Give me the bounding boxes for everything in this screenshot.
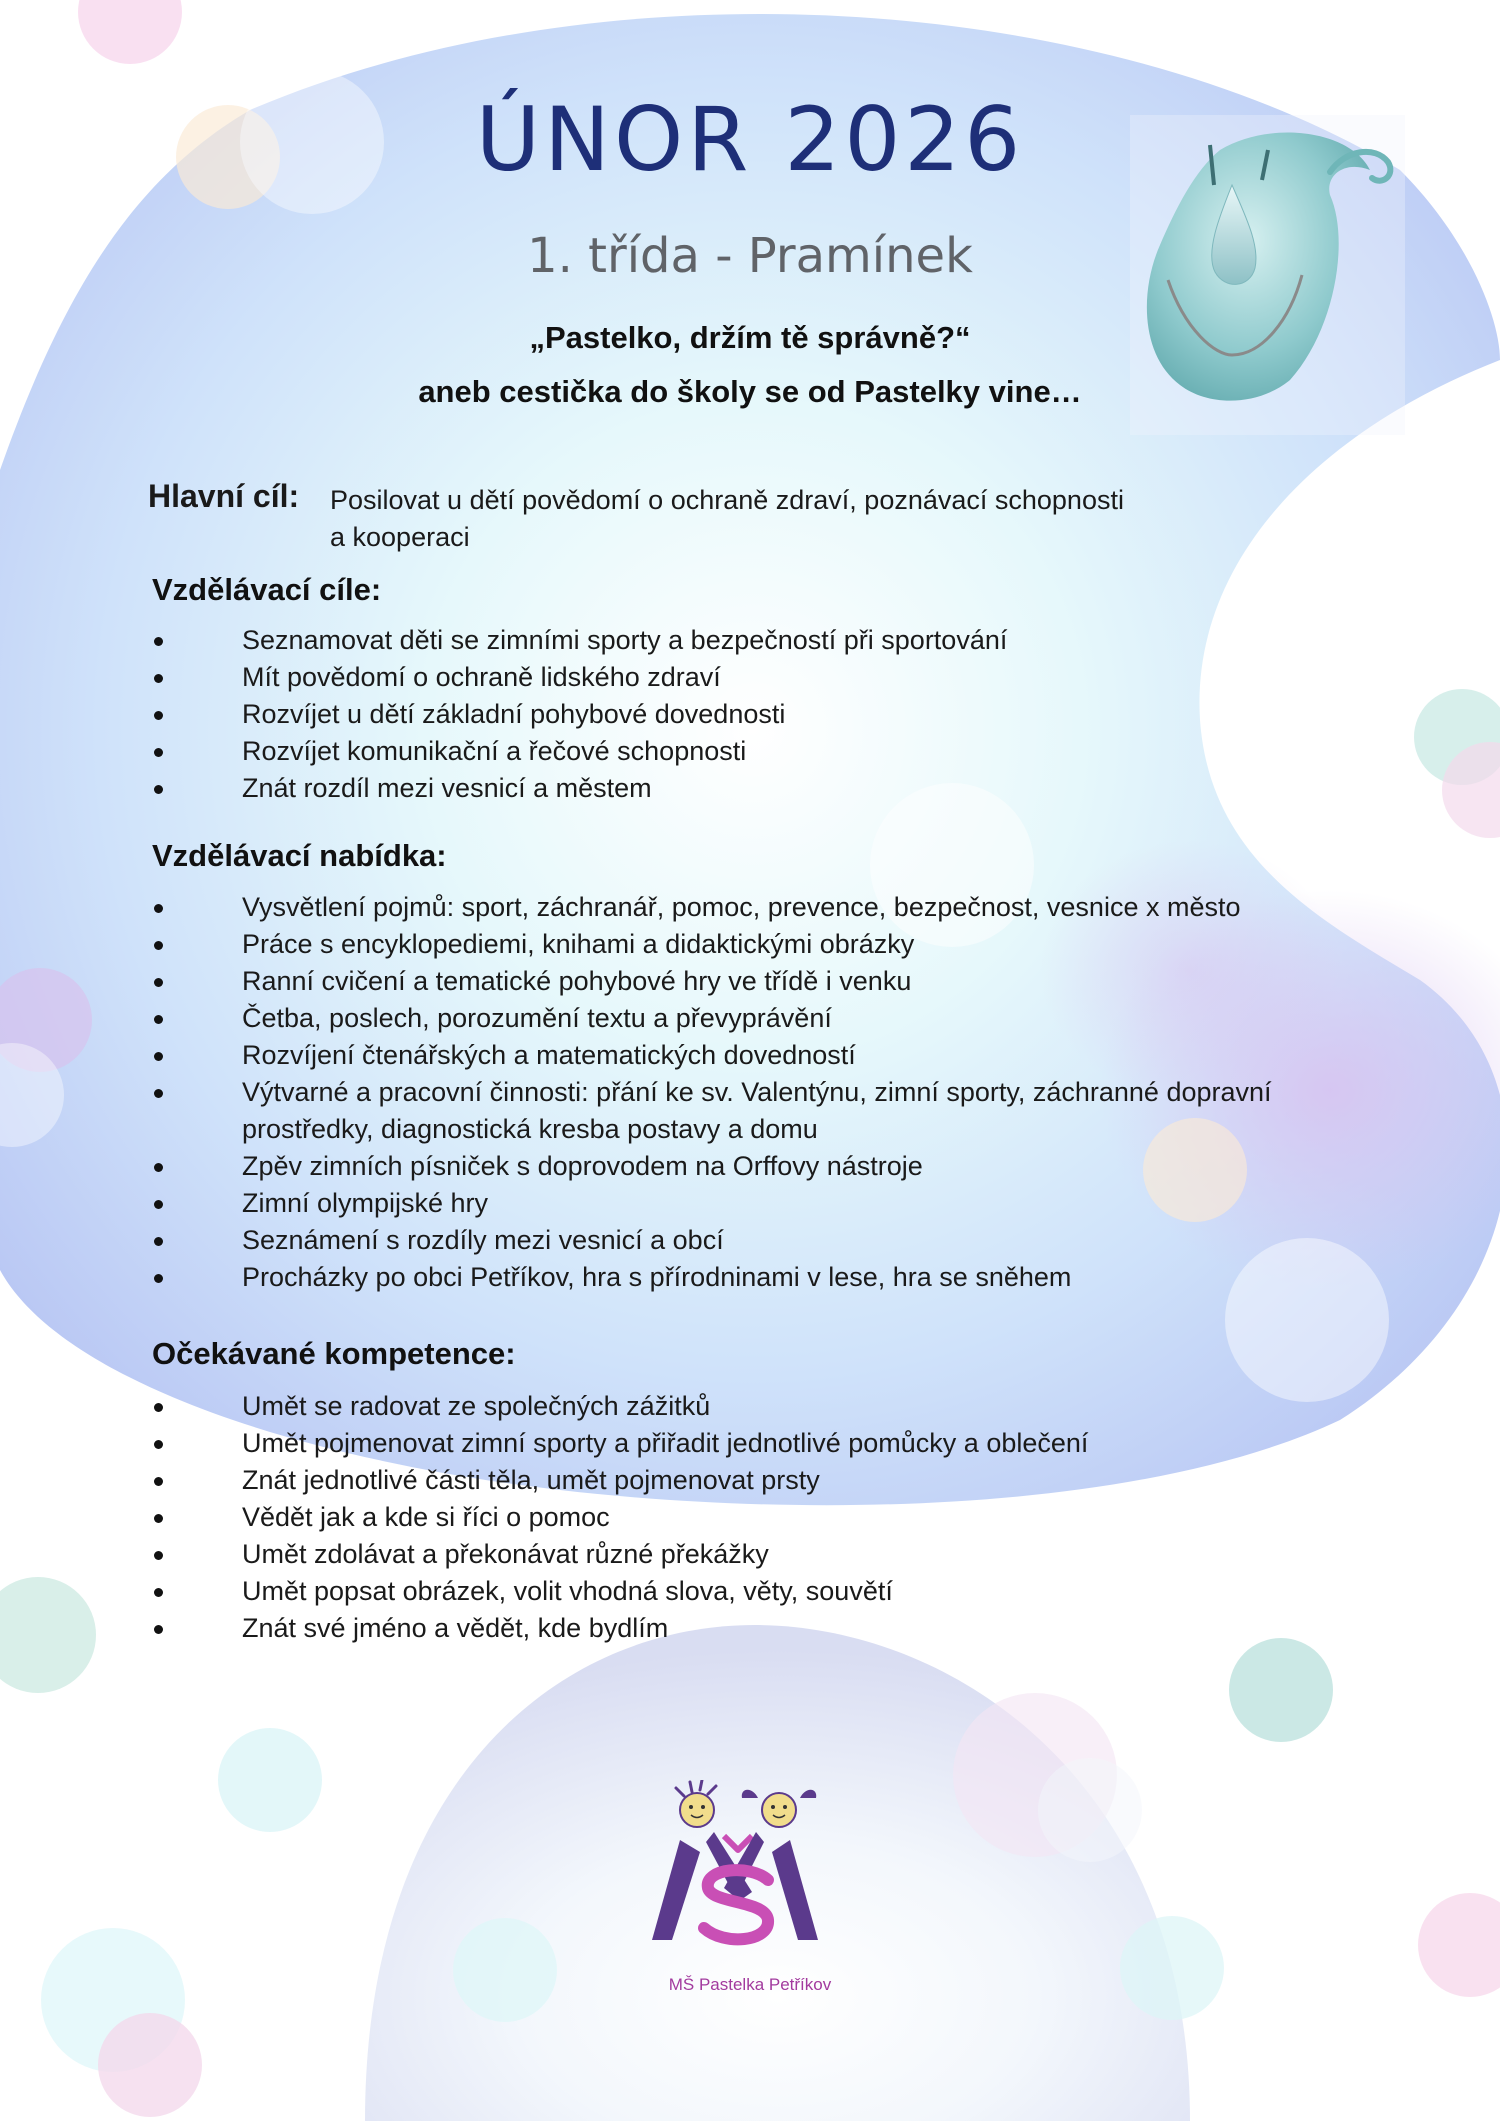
list-item: Znát jednotlivé části těla, umět pojmenovat prsty [152, 1462, 1332, 1499]
bullet-icon [154, 711, 163, 720]
list-item: Mít povědomí o ochraně lidského zdraví [152, 659, 1332, 696]
bullet-icon [154, 1089, 163, 1098]
list-item: Znát rozdíl mezi vesnicí a městem [152, 770, 1332, 807]
list-item: Četba, poslech, porozumění textu a převyprávění [152, 1000, 1332, 1037]
list-item: Procházky po obci Petříkov, hra s přírodninami v lese, hra se sněhem [152, 1259, 1332, 1296]
expected-competences-title: Očekávané kompetence: [152, 1336, 516, 1371]
bullet-icon [154, 1514, 163, 1523]
list-item: Znát své jméno a vědět, kde bydlím [152, 1610, 1332, 1647]
main-goal-text [330, 482, 1190, 556]
bullet-icon [154, 1163, 163, 1172]
list-item: Rozvíjení čtenářských a matematických dovedností [152, 1037, 1332, 1074]
bullet-icon [154, 1200, 163, 1209]
list-item: Seznámení s rozdíly mezi vesnicí a obcí [152, 1222, 1332, 1259]
bullet-icon [154, 1477, 163, 1486]
list-item: Umět se radovat ze společných zážitků [152, 1388, 1332, 1425]
list-item: Rozvíjet komunikační a řečové schopnosti [152, 733, 1332, 770]
list-item: Umět zdolávat a překonávat různé překážky [152, 1536, 1332, 1573]
list-item: Umět popsat obrázek, volit vhodná slova, věty, souvětí [152, 1573, 1332, 1610]
educational-offer-title: Vzdělávací nabídka: [152, 838, 447, 873]
bullet-icon [154, 1274, 163, 1283]
bullet-icon [154, 1015, 163, 1024]
list-item: Zimní olympijské hry [152, 1185, 1332, 1222]
bullet-icon [154, 1440, 163, 1449]
motto-line-2: aneb cestička do školy se od Pastelky vine… [418, 374, 1082, 409]
list-item: Vědět jak a kde si říci o pomoc [152, 1499, 1332, 1536]
main-goal-line-1: Posilovat u dětí povědomí o ochraně zdraví, poznávací schopnosti [330, 485, 1124, 515]
list-item: Výtvarné a pracovní činnosti: přání ke sv. Valentýnu, zimní sporty, záchranné dopravní prostředky, diagnostická kresba postavy a domu [152, 1074, 1332, 1148]
bullet-icon [154, 978, 163, 987]
bullet-icon [154, 904, 163, 913]
list-item: Vysvětlení pojmů: sport, záchranář, pomoc, prevence, bezpečnost, vesnice x město [152, 889, 1332, 926]
bullet-icon [154, 1403, 163, 1412]
list-item: Umět pojmenovat zimní sporty a přiřadit jednotlivé pomůcky a oblečení [152, 1425, 1332, 1462]
list-item: Seznamovat děti se zimními sporty a bezpečností při sportování [152, 622, 1332, 659]
expected-competences-list [152, 1388, 1332, 1647]
bullet-icon [154, 1052, 163, 1061]
list-item: Zpěv zimních písniček s doprovodem na Orffovy nástroje [152, 1148, 1332, 1185]
list-item: Rozvíjet u dětí základní pohybové dovednosti [152, 696, 1332, 733]
bullet-icon [154, 674, 163, 683]
main-goal-label: Hlavní cíl: [148, 478, 300, 514]
bullet-icon [154, 941, 163, 950]
page-title: ÚNOR 2026 [475, 88, 1025, 191]
bullet-icon [154, 1551, 163, 1560]
bullet-icon [154, 637, 163, 646]
list-item: Práce s encyklopediemi, knihami a didaktickými obrázky [152, 926, 1332, 963]
bullet-icon [154, 1625, 163, 1634]
main-goal-line-2: a kooperaci [330, 522, 470, 552]
bullet-icon [154, 748, 163, 757]
educational-offer-list [152, 889, 1332, 1296]
educational-goals-list [152, 622, 1332, 807]
bullet-icon [154, 1588, 163, 1597]
bullet-icon [154, 785, 163, 794]
bullet-icon [154, 1237, 163, 1246]
school-name: MŠ Pastelka Petříkov [668, 1975, 832, 1994]
educational-goals-title: Vzdělávací cíle: [152, 572, 382, 607]
class-name: 1. třída - Pramínek [527, 228, 973, 284]
list-item: Ranní cvičení a tematické pohybové hry ve třídě i venku [152, 963, 1332, 1000]
motto-line-1: „Pastelko, držím tě správně?“ [529, 320, 971, 355]
